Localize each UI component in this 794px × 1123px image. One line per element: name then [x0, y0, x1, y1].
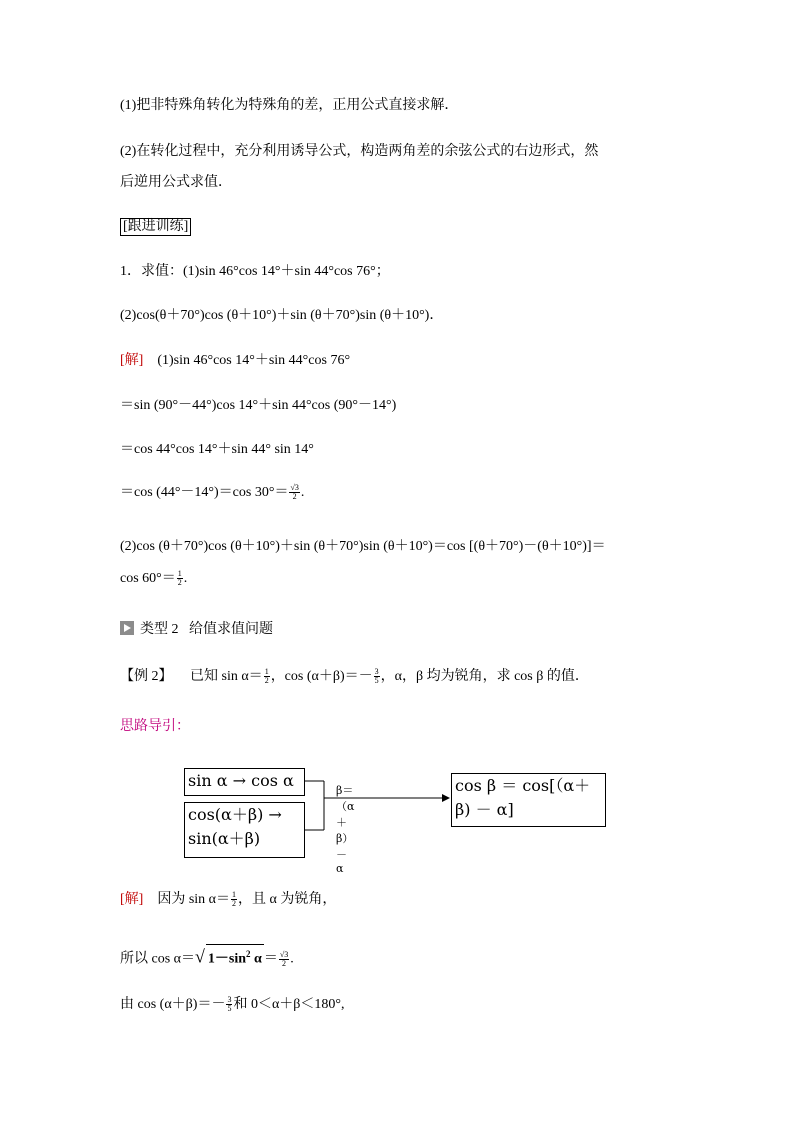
- fraction-1-over-2: [231, 891, 237, 908]
- solution2-line-3: [120, 996, 345, 1014]
- s5a-text: (2)cos (θ＋70°)cos (θ＋10°)＋sin (θ＋70°)sin (θ＋10°)＝cos [(θ＋70°)－(θ＋10°)]＝: [120, 539, 606, 554]
- example2-t3: ，α，β 均为锐角，求 cos β 的值．: [380, 669, 589, 684]
- solution2-line-1: [120, 891, 336, 909]
- frac-numerator: 1: [232, 890, 237, 900]
- s2-text: ＝sin (90°－44°)cos 14°＋sin 44°cos (90°－14°): [120, 398, 397, 413]
- hint-label: 思路导引：: [120, 719, 190, 734]
- diagram-box1-text: sin α → cos α: [188, 771, 294, 790]
- solution2-l2a: 所以 cos α＝: [120, 951, 195, 967]
- frac-numerator: √3: [279, 949, 289, 959]
- sqrt-body-end: α: [250, 951, 262, 967]
- intro-text-1: (1)把非特殊角转化为特殊角的差，正用公式直接求解．: [120, 98, 459, 113]
- frac-numerator: 1: [177, 569, 182, 579]
- intro-text-2b: 后逆用公式求值．: [120, 175, 232, 190]
- solution2-l2b: ＝: [263, 951, 278, 967]
- frac-denominator: 2: [292, 492, 297, 502]
- intro-text-2a: (2)在转化过程中，充分利用诱导公式，构造两角差的余弦公式的右边形式，然: [120, 144, 599, 159]
- frac-denominator: 2: [177, 578, 182, 588]
- frac-numerator: 1: [264, 667, 269, 677]
- practice-header-label: [跟进训练]: [120, 218, 191, 236]
- diagram-box3-line1: cos β ＝ cos[（α＋: [455, 776, 591, 795]
- diagram-box-result: [451, 773, 606, 827]
- solution2-l3b: 和 0＜α＋β＜180°,: [233, 997, 345, 1012]
- solution2-line-2: [120, 944, 294, 969]
- example2-tag: 【例 2】: [120, 669, 173, 684]
- s3-text: ＝cos 44°cos 14°＋sin 44° sin 14°: [120, 442, 314, 457]
- s5b-end: .: [183, 571, 188, 586]
- s4-end: .: [300, 485, 305, 500]
- diagram-box2-line1: cos(α＋β) →: [188, 805, 282, 824]
- s1-text: (1)sin 46°cos 14°＋sin 44°cos 76°: [157, 353, 351, 368]
- frac-denominator: 2: [282, 958, 287, 968]
- exponent: 2: [246, 949, 251, 959]
- solution2-l3a: 由 cos (α＋β)＝－: [120, 997, 226, 1012]
- sqrt-radicand: [206, 944, 264, 969]
- example2-t2: ，cos (α＋β)＝－: [270, 669, 373, 684]
- sqrt-symbol: √: [195, 946, 205, 967]
- q1-text: 1．求值：(1)sin 46°cos 14°＋sin 44°cos 76°；: [120, 264, 390, 279]
- type2-title: 给值求值问题: [189, 622, 273, 637]
- frac-numerator: 3: [374, 667, 379, 677]
- sqrt-body: 1－sin: [207, 951, 247, 967]
- fraction-3-over-5: [226, 996, 232, 1013]
- solution-tag: [解]: [120, 353, 144, 368]
- type2-label: 类型 2: [140, 622, 179, 637]
- frac-denominator: 5: [227, 1004, 232, 1014]
- frac-denominator: 2: [232, 899, 237, 909]
- s4-text: ＝cos (44°－14°)＝cos 30°＝: [120, 485, 289, 500]
- diagram-box3-line2: β) － α]: [455, 800, 514, 819]
- solution2-l2-end: .: [290, 951, 294, 967]
- diagram-arrow-label: β＝（α＋β）－ α: [336, 784, 355, 875]
- solution2-tag: [解]: [120, 892, 144, 907]
- q2-text: (2)cos(θ＋70°)cos (θ＋10°)＋sin (θ＋70°)sin (θ＋10°)．: [120, 308, 444, 323]
- example2-t1: 已知 sin α＝: [190, 669, 263, 684]
- frac-denominator: 2: [264, 676, 269, 686]
- frac-numerator: 3: [227, 995, 232, 1005]
- diagram-box2-line2: sin(α＋β): [188, 829, 261, 848]
- s5b-text: cos 60°＝: [120, 571, 176, 586]
- frac-numerator: √3: [290, 483, 299, 493]
- frac-denominator: 5: [374, 676, 379, 686]
- solution2-l1b: ，且 α 为锐角，: [238, 892, 337, 907]
- solution2-l1a: 因为 sin α＝: [157, 892, 231, 907]
- fraction-sqrt3-over-2: [279, 951, 289, 968]
